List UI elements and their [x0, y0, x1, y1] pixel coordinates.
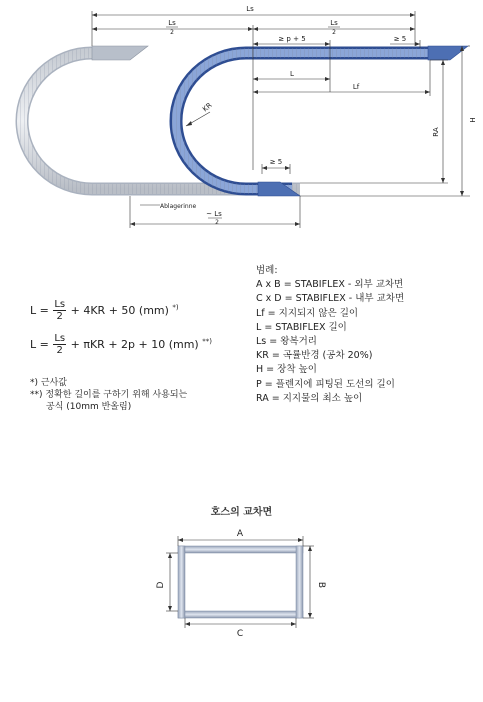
legend	[256, 264, 404, 406]
label-p-plus-5: ≥ p + 5	[278, 35, 306, 43]
label-ge5-top: ≥ 5	[393, 35, 407, 43]
legend-title: 범례:	[256, 265, 278, 276]
cross-section-title: 호스의 교차면	[210, 507, 273, 518]
legend-item: P = 플렌지에 피팅된 도선의 길이	[256, 378, 395, 390]
legend-item: Lf = 지지되지 않은 길이	[256, 307, 359, 319]
section-label-b: B	[316, 581, 326, 589]
label-ra: RA	[432, 127, 440, 137]
legend-item: RA = 지지물의 최소 높이	[256, 392, 363, 404]
formula-exact-mark: **)	[202, 337, 212, 346]
formula-approx-den: 2	[56, 311, 63, 322]
section-label-d: D	[156, 581, 166, 589]
label-h: H	[469, 117, 477, 123]
cross-section-diagram	[150, 522, 330, 642]
formula-exact-den: 2	[56, 345, 63, 356]
formula-approx-num: Ls	[54, 299, 66, 310]
legend-item: L = STABIFLEX 길이	[256, 321, 347, 333]
section-label-c: C	[236, 629, 244, 639]
legend-item: H = 장착 높이	[256, 364, 317, 376]
formula-exact	[30, 334, 212, 356]
label-ge5-bottom: ≥ 5	[269, 158, 283, 166]
legend-item: A x B = STABIFLEX - 외부 교차면	[256, 279, 404, 291]
legend-item: KR = 곡률반경 (공차 20%)	[256, 350, 373, 362]
footnote-exact-cont: 공식 (10mm 반올림)	[46, 402, 132, 412]
formula-approx-rhs: + 4KR + 50 (mm)	[70, 304, 169, 317]
formula-exact-lhs: L =	[30, 338, 49, 351]
chain-ghost-loop	[22, 46, 300, 189]
footnote-exact: **) 정확한 길이를 구하기 위해 사용되는	[30, 390, 188, 400]
formula-exact-num: Ls	[54, 333, 66, 344]
section-wall-bottom	[178, 611, 303, 618]
section-wall-left	[178, 546, 185, 618]
label-l: L	[290, 70, 294, 78]
label-ls: Ls	[246, 5, 254, 13]
legend-item: Ls = 왕복거리	[256, 336, 317, 348]
formula-approx-lhs: L =	[30, 304, 49, 317]
formula-exact-fraction	[53, 334, 66, 356]
footnote-approx: *) 근사값	[30, 378, 67, 388]
formula-exact-rhs: + πKR + 2p + 10 (mm)	[70, 338, 199, 351]
label-ablagerinne: Ablagerinne	[160, 203, 197, 210]
label-kr: KR	[201, 101, 214, 114]
label-lf: Lf	[352, 83, 360, 91]
label-minus-ls-half: ~ Ls	[206, 210, 222, 218]
section-label-a: A	[236, 529, 244, 539]
formula-approx-mark: *)	[172, 303, 179, 312]
formula-approx-fraction	[53, 300, 66, 322]
label-ls-half-right: Ls	[330, 19, 338, 27]
label-ls-half-left-den: 2	[170, 29, 174, 36]
cable-carrier-diagram	[0, 0, 483, 235]
label-minus-ls-half-den: 2	[215, 219, 219, 226]
section-wall-top	[178, 546, 303, 553]
label-ls-half-right-den: 2	[332, 29, 336, 36]
legend-item: C x D = STABIFLEX - 내부 교차면	[256, 293, 405, 305]
label-ls-half-left: Ls	[168, 19, 176, 27]
formula-approx	[30, 300, 179, 322]
chain-active-loop	[176, 46, 468, 196]
section-wall-right	[296, 546, 303, 618]
